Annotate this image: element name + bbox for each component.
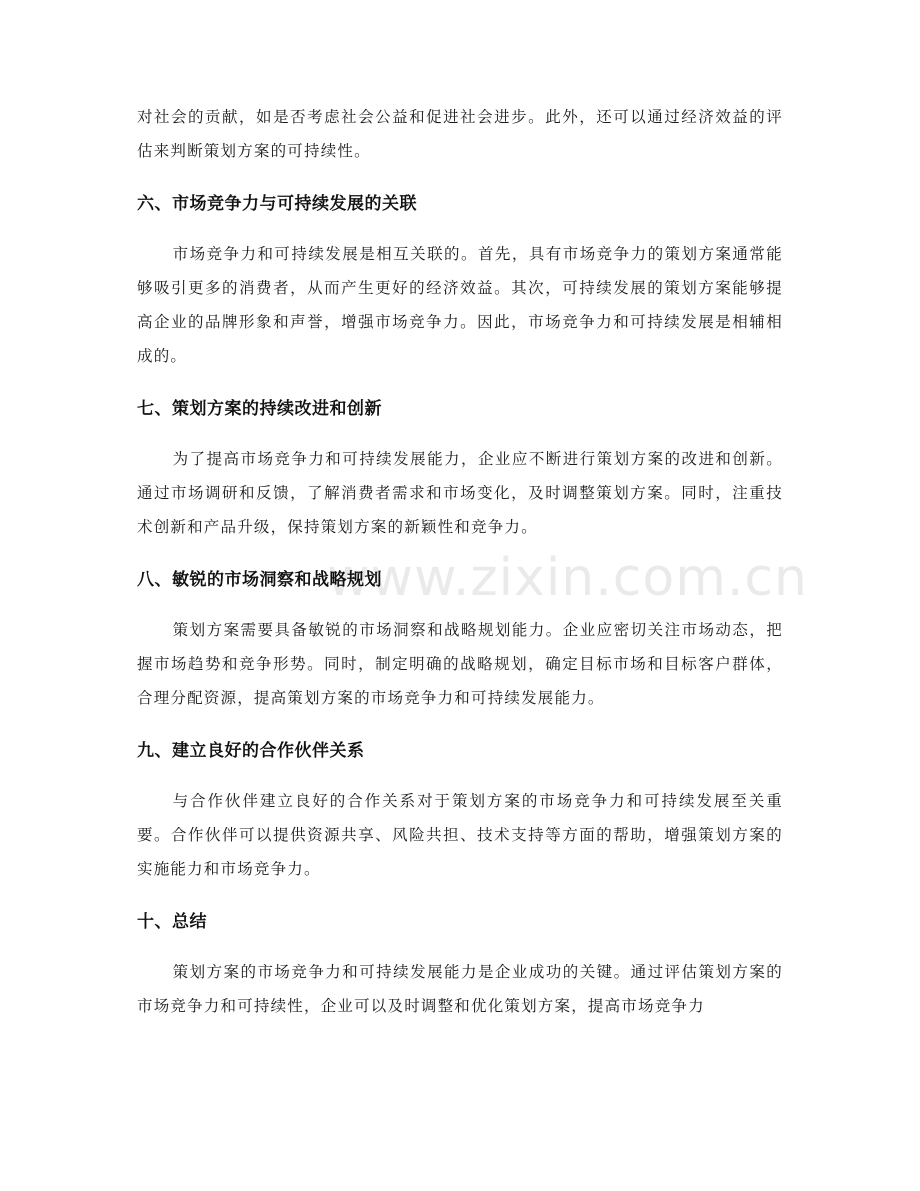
section-body-6: 市场竞争力和可持续发展是相互关联的。首先，具有市场竞争力的策划方案通常能够吸引更多的消费者，从而产生更好的经济效益。其次，可持续发展的策划方案能够提高企业的品牌形象和声誉，增强市场竞争力。因此，市场竞争力和可持续发展是相辅相成的。: [137, 245, 783, 365]
section-body-9: 与合作伙伴建立良好的合作关系对于策划方案的市场竞争力和可持续发展至关重要。合作伙伴可以提供资源共享、风险共担、技术支持等方面的帮助，增强策划方案的实施能力和市场竞争力。: [137, 792, 783, 878]
section-heading-8: 八、敏锐的市场洞察和战略规划: [137, 570, 382, 590]
section-heading-6: 六、市场竞争力与可持续发展的关联: [137, 194, 417, 214]
section-body-7: 为了提高市场竞争力和可持续发展能力，企业应不断进行策划方案的改进和创新。通过市场调研和反馈，了解消费者需求和市场变化，及时调整策划方案。同时，注重技术创新和产品升级，保持策划方案的新颖性和竞争力。: [137, 450, 783, 536]
section-heading-7: 七、策划方案的持续改进和创新: [137, 399, 382, 419]
section-heading-10: 十、总结: [137, 912, 207, 932]
watermark: www.zixin.com.cn: [327, 548, 808, 608]
section-body-10: 策划方案的市场竞争力和可持续发展能力是企业成功的关键。通过评估策划方案的市场竞争力和可持续性，企业可以及时调整和优化策划方案，提高市场竞争力: [137, 963, 783, 1015]
section-heading-9: 九、建立良好的合作伙伴关系: [137, 741, 365, 761]
intro-paragraph: 对社会的贡献，如是否考虑社会公益和促进社会进步。此外，还可以通过经济效益的评估来判断策划方案的可持续性。: [137, 108, 783, 160]
section-body-8: 策划方案需要具备敏锐的市场洞察和战略规划能力。企业应密切关注市场动态，把握市场趋势和竞争形势。同时，制定明确的战略规划，确定目标市场和目标客户群体，合理分配资源，提高策划方案的市场竞争力和可持续发展能力。: [137, 621, 783, 707]
document-page: [137, 100, 783, 1023]
